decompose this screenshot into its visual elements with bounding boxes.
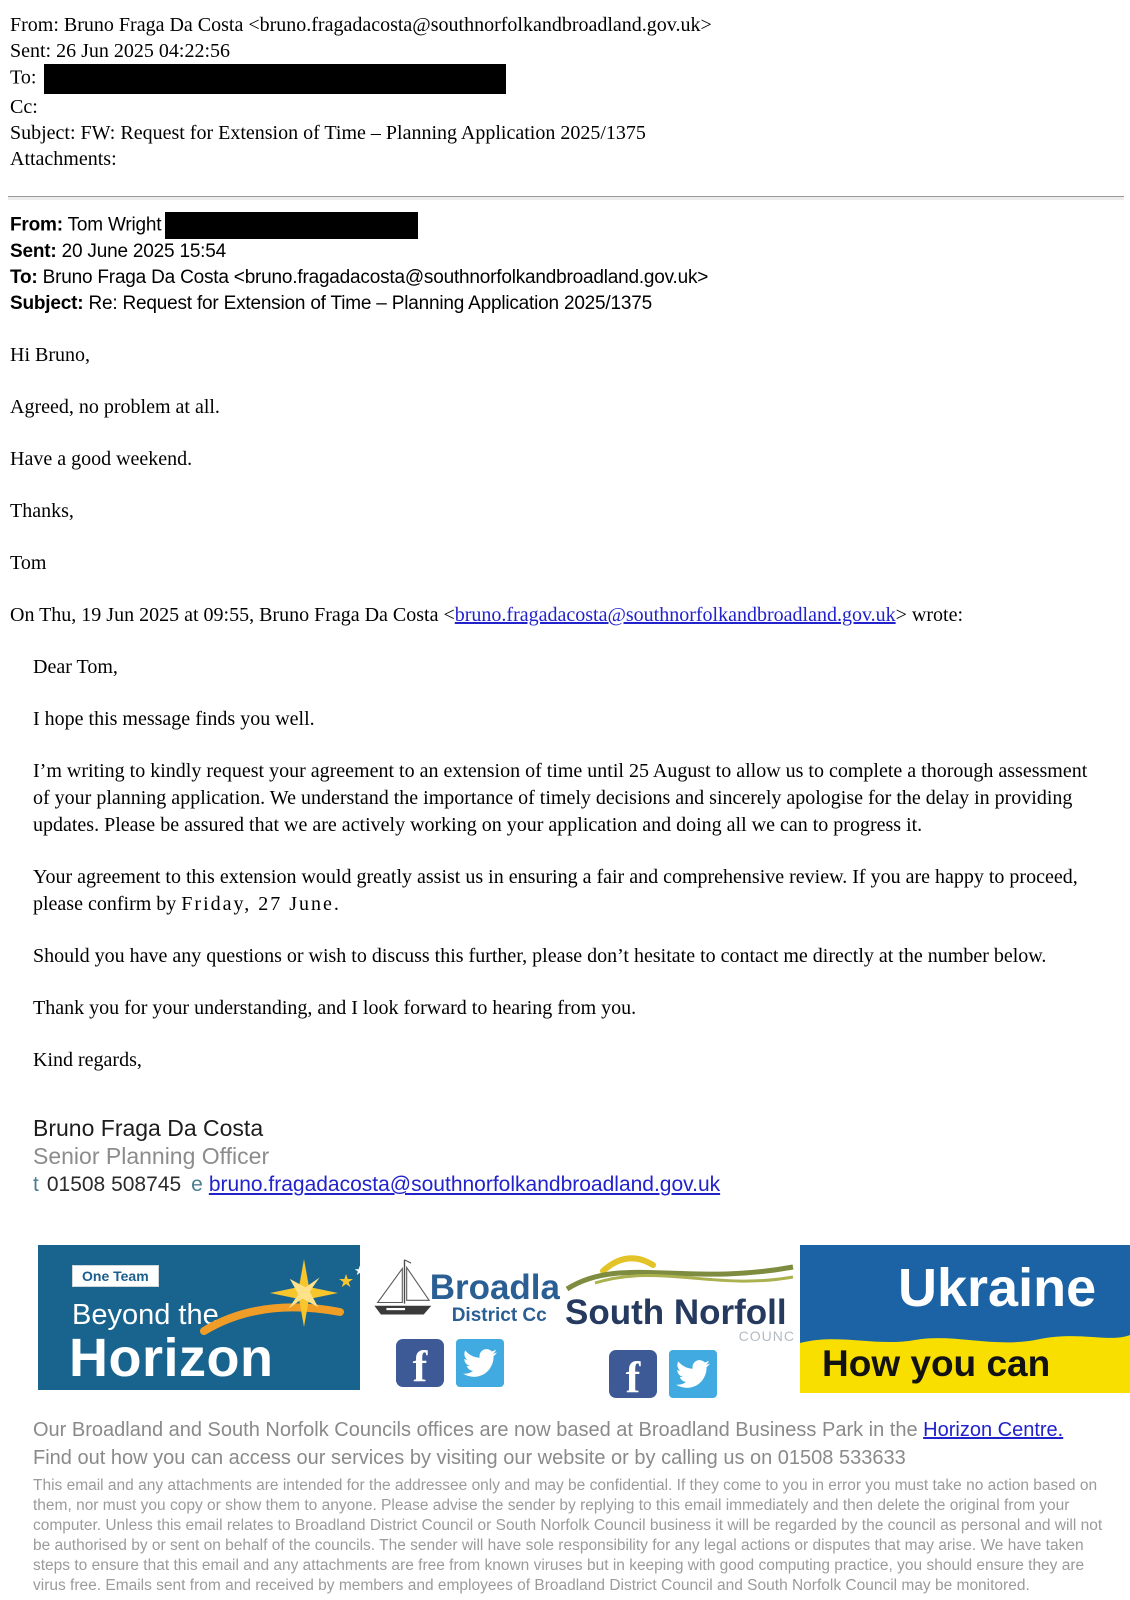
reply-paragraph: Tom <box>10 552 47 574</box>
horizon-banner-line2: Horizon <box>69 1328 274 1388</box>
outer-sent-label: Sent: <box>10 40 52 62</box>
signature-name: Bruno Fraga Da Costa <box>33 1115 264 1141</box>
reply-paragraph: Hi Bruno, <box>10 344 90 366</box>
quoted-paragraph: Thank you for your understanding, and I look forward to hearing from you. <box>33 997 637 1019</box>
signature-contact-line <box>33 1170 1130 1199</box>
email-disclaimer: This email and any attachments are intended for the addressee only and may be confidential. If they come to you in error you must take no action based on them, nor must you copy or show them to anyone. Please advise the sender by replying to this email immediately and then delete the original from your computer. Unless this email relates to Broadland District Council or South Norfolk Council business it will be regarded by the council as personal and will not be authorised by or sent on behalf of the councils. The sender will have sole responsibility for any legal actions or disputes that may arise. We have taken steps to ensure that this email and any attachments are free from known viruses but in keeping with good computing practice, you should ensure they are virus free. Emails sent from and received by members and employees of Broadland District Council and South Norfolk Council may be monitored. <box>33 1477 1103 1594</box>
broadland-subtitle: District Cc <box>451 1305 547 1326</box>
outer-subject-value: FW: Request for Extension of Time – Planning Application 2025/1375 <box>80 122 646 144</box>
outer-to-label: To: <box>10 66 37 89</box>
outer-sent-row <box>10 38 1130 64</box>
reply-body <box>0 342 1130 577</box>
outer-attachments-label: Attachments: <box>10 148 117 170</box>
outer-cc-label: Cc: <box>10 96 38 118</box>
redacted-recipient-box <box>44 64 506 94</box>
office-notice-prefix: Our Broadland and South Norfolk Councils offices are now based at Broadland Business Park in the <box>33 1419 924 1441</box>
redacted-sender-box <box>165 212 418 239</box>
inner-from-row <box>10 212 1130 239</box>
sender-email-link[interactable]: bruno.fragadacosta@southnorfolkandbroadland.gov.uk <box>454 604 896 626</box>
twitter-icon[interactable] <box>456 1339 504 1387</box>
one-team-badge: One Team <box>72 1265 159 1287</box>
email-signature <box>33 1114 1130 1199</box>
office-notice-suffix: Find out how you can access our services by visiting our website or by calling us on 01508 533633 <box>33 1447 906 1469</box>
inner-to-row <box>10 265 1130 291</box>
inner-subject-label: Subject: <box>10 293 84 314</box>
office-relocation-notice <box>33 1416 1095 1472</box>
broadland-social-icons <box>396 1339 560 1387</box>
quoted-paragraph: Kind regards, <box>33 1049 142 1071</box>
outer-subject-label: Subject: <box>10 122 76 144</box>
quote-attribution-line <box>10 602 1130 629</box>
signature-banner-strip <box>38 1245 1130 1398</box>
inner-to-value: Bruno Fraga Da Costa <bruno.fragadacosta@southnorfolkandbroadland.gov.uk> <box>42 267 709 288</box>
quoted-deadline-prefix: Your agreement to this extension would greatly assist us in ensuring a fair and comprehensive review. If you are happy to proceed, please confirm by <box>33 866 1078 915</box>
quoted-paragraph: Should you have any questions or wish to discuss this further, please don’t hesitate to contact me directly at the number below. <box>33 945 1047 967</box>
facebook-icon[interactable]: f <box>609 1350 657 1398</box>
sailboat-icon <box>370 1247 436 1329</box>
email-label: e <box>191 1173 203 1196</box>
outer-subject-row <box>10 120 1130 146</box>
outer-sent-value: 26 Jun 2025 04:22:56 <box>56 40 231 62</box>
reply-paragraph: Have a good weekend. <box>10 448 193 470</box>
south-norfolk-subtitle: COUNC <box>738 1328 795 1344</box>
broadland-name: Broadla <box>429 1268 560 1307</box>
quoted-deadline-date: Friday, 27 June <box>181 893 334 915</box>
signature-email-link[interactable]: bruno.fragadacosta@southnorfolkandbroadland.gov.uk <box>208 1173 721 1196</box>
small-star-icon: ★ <box>354 1263 366 1278</box>
inner-subject-row <box>10 291 1130 317</box>
horizon-centre-link[interactable]: Horizon Centre. <box>923 1419 1064 1441</box>
quoted-paragraph: I hope this message finds you well. <box>33 708 315 730</box>
outer-to-row <box>10 64 1130 94</box>
outer-attachments-row <box>10 146 1130 172</box>
inner-from-label: From: <box>10 214 63 236</box>
facebook-icon[interactable]: f <box>396 1339 444 1387</box>
broadland-logo <box>370 1247 560 1329</box>
inner-sent-row <box>10 239 1130 265</box>
beyond-the-horizon-banner <box>38 1245 366 1390</box>
signature-title: Senior Planning Officer <box>33 1143 270 1169</box>
south-norfolk-name: South Norfoll <box>565 1293 787 1332</box>
phone-label: t <box>33 1173 39 1196</box>
quoted-paragraph: Dear Tom, <box>33 656 118 678</box>
twitter-bird-icon <box>463 1346 497 1380</box>
horizon-banner-line1: Beyond the <box>72 1299 219 1331</box>
outer-from-label: From: <box>10 14 59 36</box>
broadland-logo-text <box>429 1268 560 1329</box>
rolling-hills-icon <box>565 1245 795 1297</box>
outer-from-value: Bruno Fraga Da Costa <bruno.fragadacosta@southnorfolkandbroadland.gov.uk> <box>63 14 712 36</box>
quoted-paragraph <box>33 864 1099 918</box>
quoted-message <box>33 654 1099 1074</box>
quoted-paragraph: I’m writing to kindly request your agreement to an extension of time until 25 August to allow us to complete a thorough assessment of your planning application. We understand the importance of timely decisions and sincerely apologise for the delay in providing updates. Please be assured that we are actively working on your application and doing all we can to progress it. <box>33 760 1088 836</box>
quote-attribution-suffix: > wrote: <box>895 604 964 626</box>
inner-sent-value: 20 June 2025 15:54 <box>61 241 226 262</box>
ukraine-banner-line1: Ukraine <box>898 1258 1097 1318</box>
inner-email-header <box>0 200 1130 317</box>
inner-from-value: Tom Wright <box>67 214 162 236</box>
inner-sent-label: Sent: <box>10 241 57 262</box>
outer-email-header <box>0 0 1130 172</box>
reply-paragraph: Thanks, <box>10 500 74 522</box>
broadland-council-logo-block <box>370 1245 560 1387</box>
south-norfolk-logo-block <box>565 1245 795 1398</box>
starburst-icon <box>200 1257 366 1353</box>
small-star-icon: ★ <box>338 1271 355 1291</box>
reply-paragraph: Agreed, no problem at all. <box>10 396 220 418</box>
outer-cc-row <box>10 94 1130 120</box>
quote-attribution-prefix: On Thu, 19 Jun 2025 at 09:55, Bruno Fraga Da Costa < <box>10 604 455 626</box>
ukraine-support-banner <box>800 1245 1130 1393</box>
twitter-icon[interactable] <box>669 1350 717 1398</box>
phone-number: 01508 508745 <box>46 1173 182 1196</box>
inner-subject-value: Re: Request for Extension of Time – Planning Application 2025/1375 <box>88 293 652 314</box>
outer-from-row <box>10 12 1130 38</box>
inner-to-label: To: <box>10 267 38 288</box>
twitter-bird-icon <box>676 1357 710 1391</box>
south-norfolk-social-icons <box>609 1350 795 1398</box>
ukraine-banner-line2: How you can <box>822 1343 1051 1384</box>
quoted-deadline-suffix: . <box>333 893 339 915</box>
